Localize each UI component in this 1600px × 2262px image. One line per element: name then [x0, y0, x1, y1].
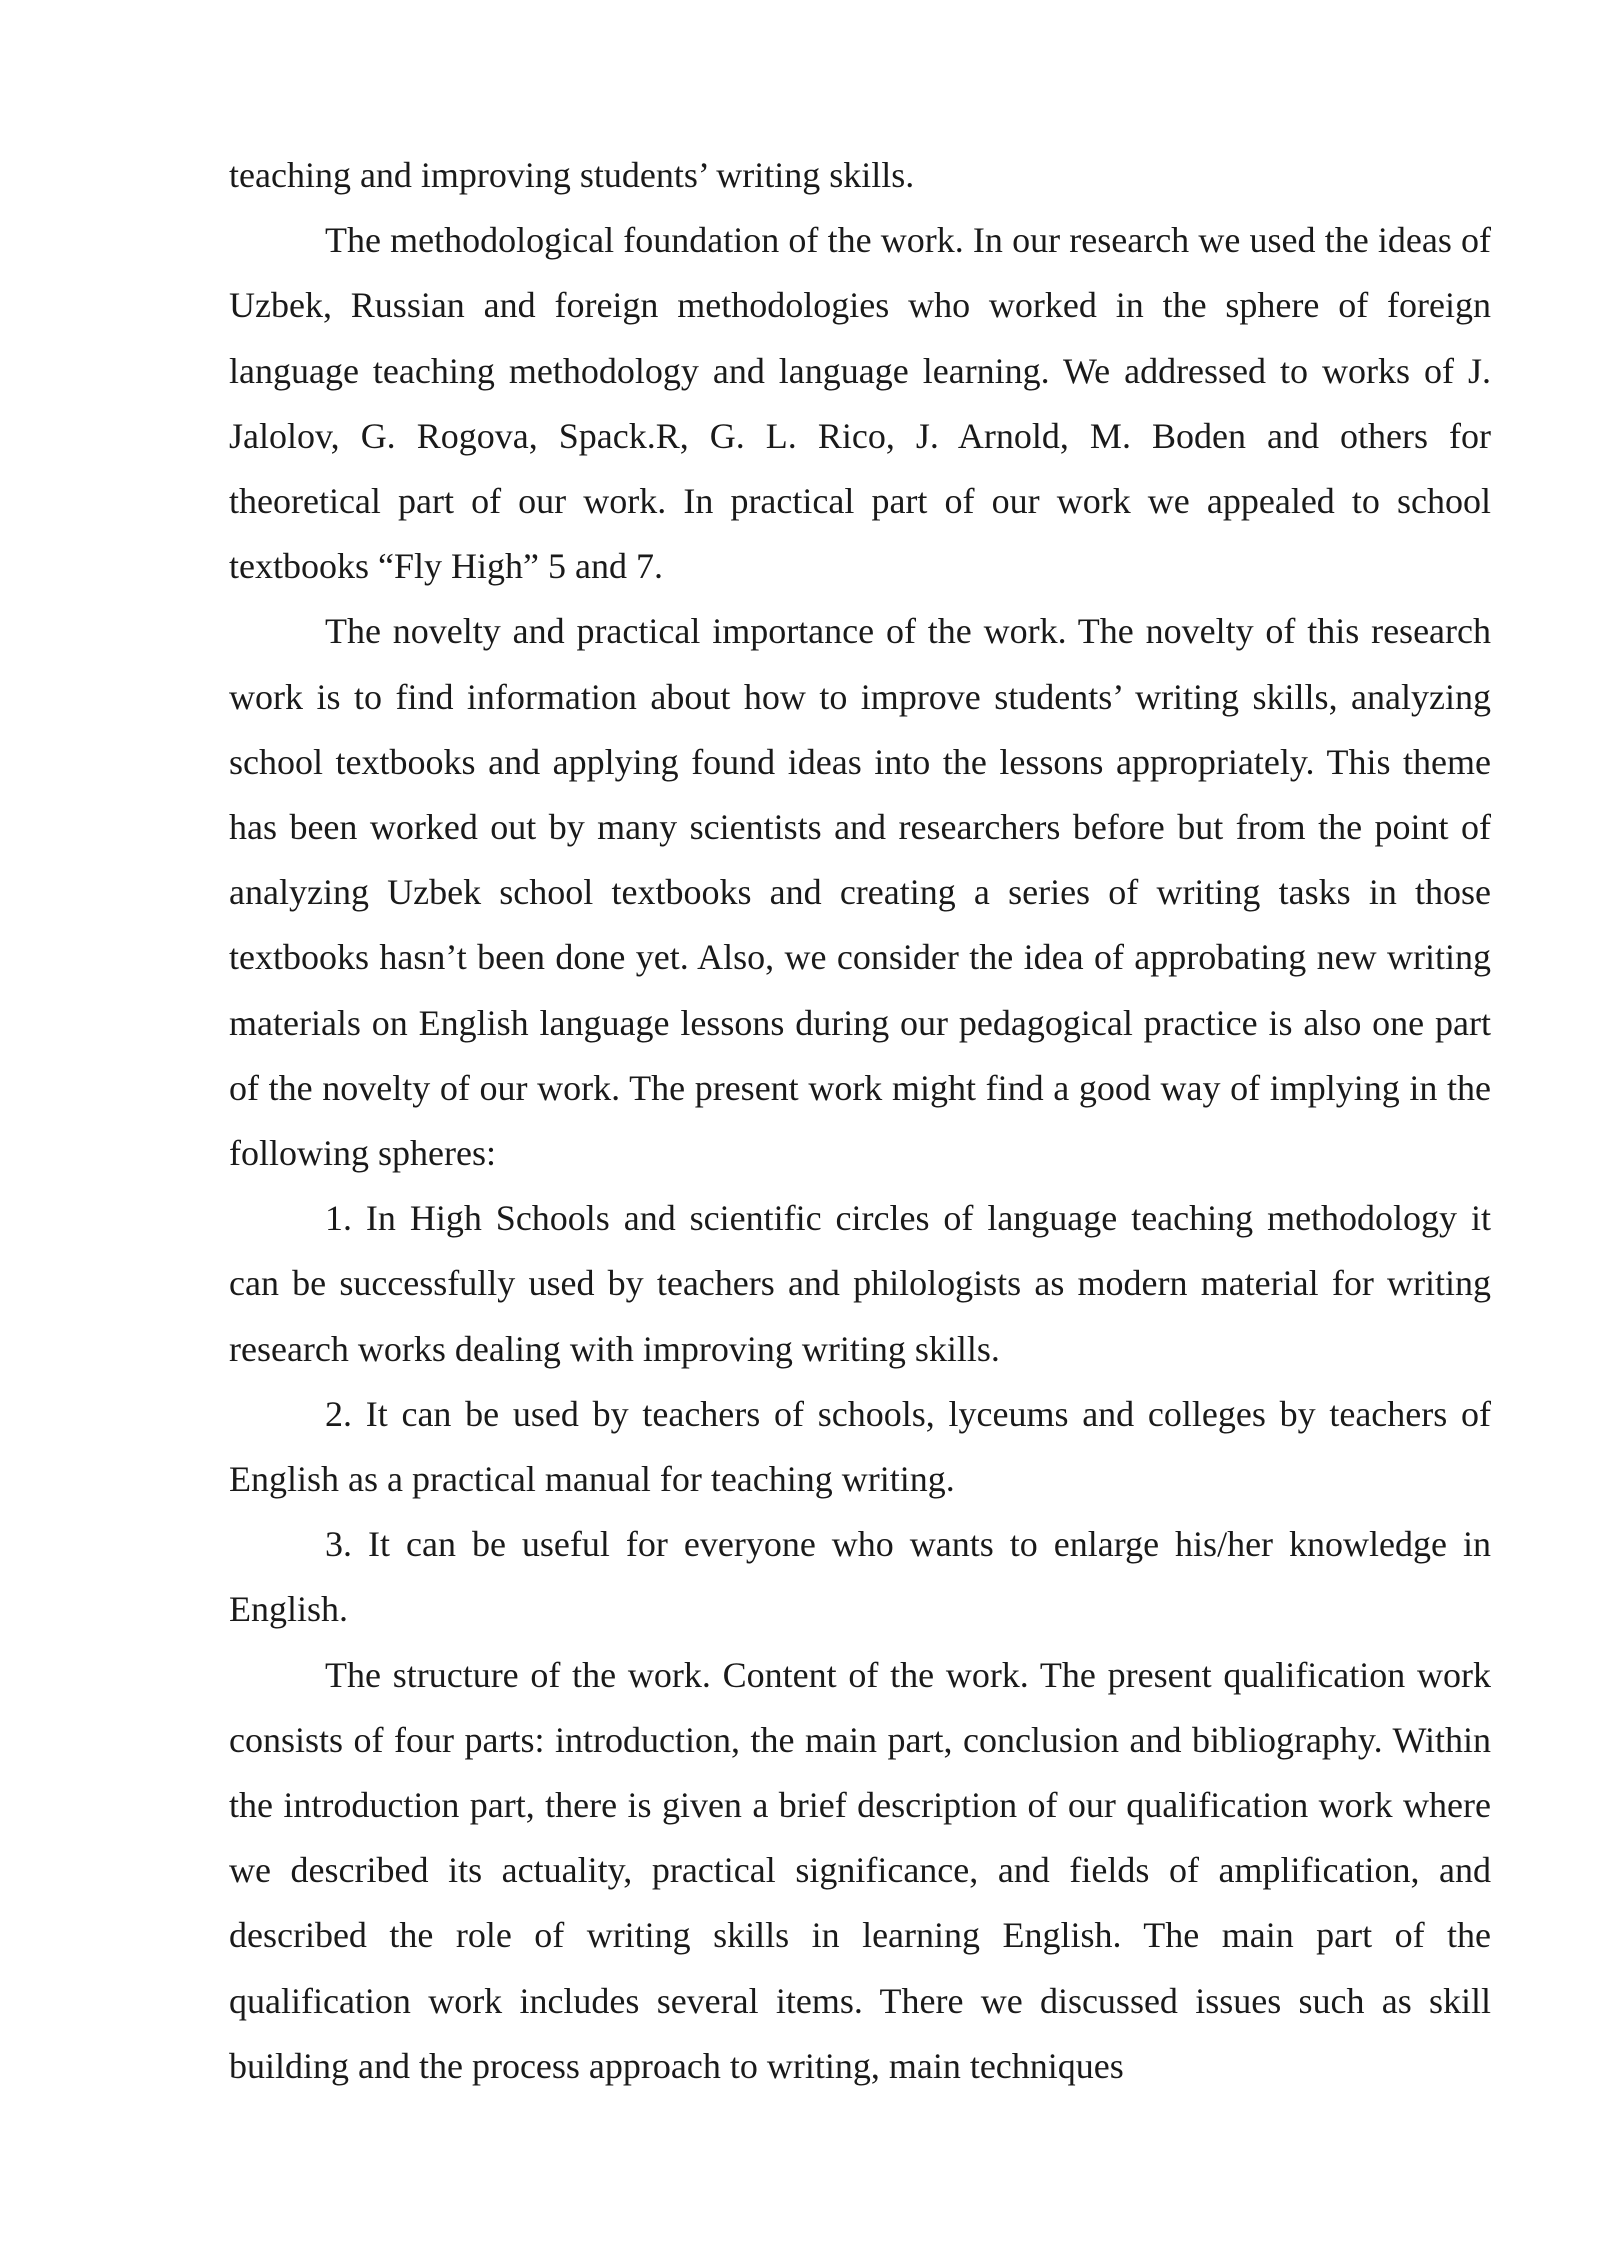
- list-item-1: 1. In High Schools and scientific circles of language teaching methodology it can be successfully used by teachers and philologists as modern material for writing research works dealing with improving writing skills.: [229, 1198, 1491, 1369]
- list-item-2: 2. It can be used by teachers of schools, lyceums and colleges by teachers of English as a practical manual for teaching writing.: [229, 1393, 1491, 1500]
- paragraph-methodological-foundation: The methodological foundation of the work. In our research we used the ideas of Uzbek, Russian and foreign methodologies who worked in the sphere of foreign language teaching methodology and language learning. We addressed to works of J. Jalolov, G. Rogova, Spack.R, G. L. Rico, J. Arnold, M. Boden and others for theoretical part of our work. In practical part of our work we appealed to school textbooks “Fly High” 5 and 7.: [229, 220, 1491, 587]
- document-page: [229, 143, 1491, 2099]
- paragraph-novelty: The novelty and practical importance of the work. The novelty of this research work is to find information about how to improve students’ writing skills, analyzing school textbooks and applying found ideas into the lessons appropriately. This theme has been worked out by many scientists and researchers before but from the point of analyzing Uzbek school textbooks and creating a series of writing tasks in those textbooks hasn’t been done yet. Also, we consider the idea of approbating new writing materials on English language lessons during our pedagogical practice is also one part of the novelty of our work. The present work might find a good way of implying in the following spheres:: [229, 611, 1491, 1174]
- paragraph-structure: The structure of the work. Content of the work. The present qualification work consists of four parts: introduction, the main part, conclusion and bibliography. Within the introduction part, there is given a brief description of our qualification work where we described its actuality, practical significance, and fields of amplification, and described the role of writing skills in learning English. The main part of the qualification work includes several items. There we discussed issues such as skill building and the process approach to writing, main techniques: [229, 1654, 1491, 2086]
- list-item-3: 3. It can be useful for everyone who wants to enlarge his/her knowledge in English.: [229, 1524, 1491, 1630]
- paragraph-continuation: teaching and improving students’ writing skills.: [229, 155, 915, 195]
